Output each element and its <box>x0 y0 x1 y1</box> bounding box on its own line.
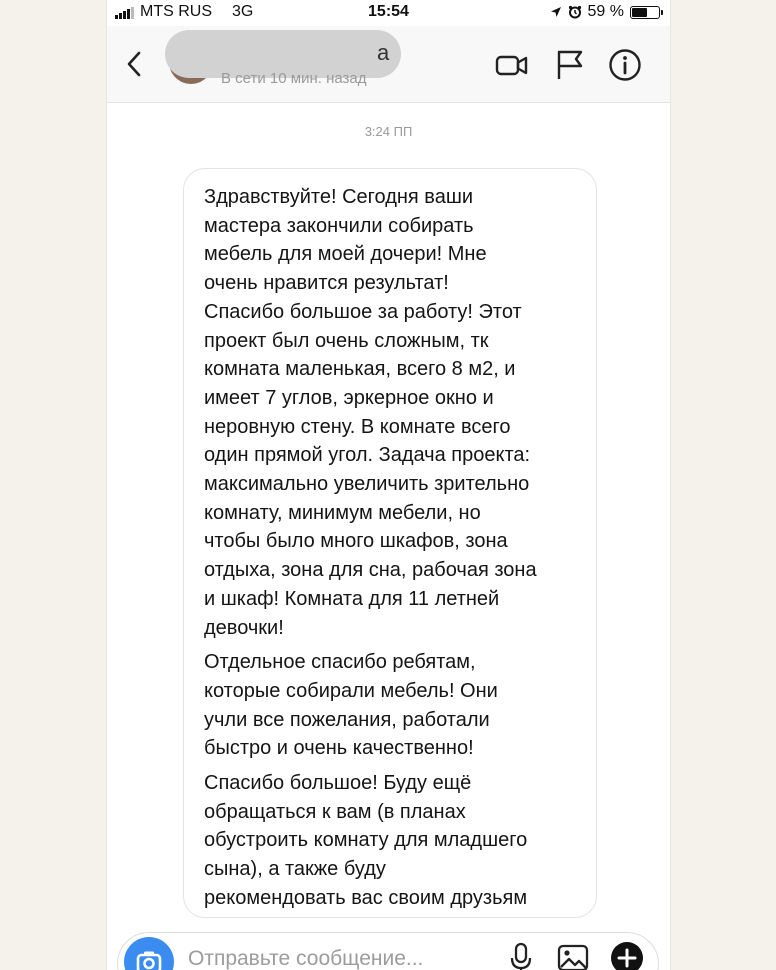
battery-icon <box>630 6 660 19</box>
message-line: мебель для моей дочери! Мне <box>204 243 487 266</box>
message-line: учли все пожелания, работали <box>204 708 490 731</box>
message-line: максимально увеличить зрительно <box>204 473 530 496</box>
message-line: девочки! <box>204 616 284 639</box>
message-line: очень нравится результат! <box>204 272 449 295</box>
message-line: комнату, минимум мебели, но <box>204 501 481 524</box>
message-input[interactable] <box>188 947 488 970</box>
location-icon <box>550 6 562 18</box>
chat-header <box>107 26 670 103</box>
flag-icon[interactable] <box>553 48 587 82</box>
info-icon[interactable] <box>608 48 642 82</box>
add-icon[interactable] <box>610 941 644 970</box>
message-line: отдыха, зона для сна, рабочая зона <box>204 559 537 582</box>
message-paragraph <box>204 648 586 763</box>
message-paragraph <box>204 183 586 642</box>
contact-name-fragment: а <box>377 40 390 65</box>
message-line: комната маленькая, всего 8 м2, и <box>204 358 516 381</box>
message-paragraph <box>204 769 586 913</box>
network-label: 3G <box>232 3 254 20</box>
message-line: один прямой угол. Задача проекта: <box>204 444 531 467</box>
video-call-icon[interactable] <box>495 48 529 82</box>
message-line: обращаться к вам (в планах <box>204 800 466 823</box>
message-line: неровную стену. В комнате всего <box>204 415 511 438</box>
message-composer <box>117 932 659 970</box>
camera-icon <box>124 937 174 970</box>
microphone-icon[interactable] <box>504 941 538 970</box>
alarm-icon <box>568 5 582 19</box>
message-line: обустроить комнату для младшего <box>204 829 528 852</box>
message-line: Спасибо большое за работу! Этот <box>204 300 522 323</box>
message-line: чтобы было много шкафов, зона <box>204 530 508 553</box>
message-timestamp: 3:24 ПП <box>364 124 413 139</box>
message-bubble[interactable] <box>183 168 597 918</box>
camera-button[interactable] <box>124 937 174 970</box>
status-right <box>550 3 660 21</box>
message-line: Здравствуйте! Сегодня ваши <box>204 186 474 208</box>
message-line: Отдельное спасибо ребятам, <box>204 651 476 674</box>
carrier-label: MTS RUS <box>140 3 212 20</box>
message-line: быстро и очень качественно! <box>204 737 474 760</box>
online-status: В сети 10 мин. назад <box>221 70 367 87</box>
message-line: имеет 7 углов, эркерное окно и <box>204 386 494 409</box>
battery-percent: 59 % <box>587 3 624 20</box>
message-line: и шкаф! Комната для 11 летней <box>204 587 500 610</box>
phone-screen <box>106 0 671 970</box>
message-line: которые собирали мебель! Они <box>204 679 498 702</box>
message-line: Спасибо большое! Буду ещё <box>204 772 472 795</box>
status-bar <box>107 0 670 26</box>
status-time: 15:54 <box>368 3 409 20</box>
battery-level <box>632 8 647 17</box>
message-line: мастера закончили собирать <box>204 214 474 237</box>
gallery-icon[interactable] <box>556 941 590 970</box>
message-line: проект был очень сложным, тк <box>204 329 489 352</box>
message-line: сына), а также буду <box>204 858 386 881</box>
back-icon[interactable] <box>121 48 149 80</box>
message-line: рекомендовать вас своим друзьям <box>204 886 528 909</box>
